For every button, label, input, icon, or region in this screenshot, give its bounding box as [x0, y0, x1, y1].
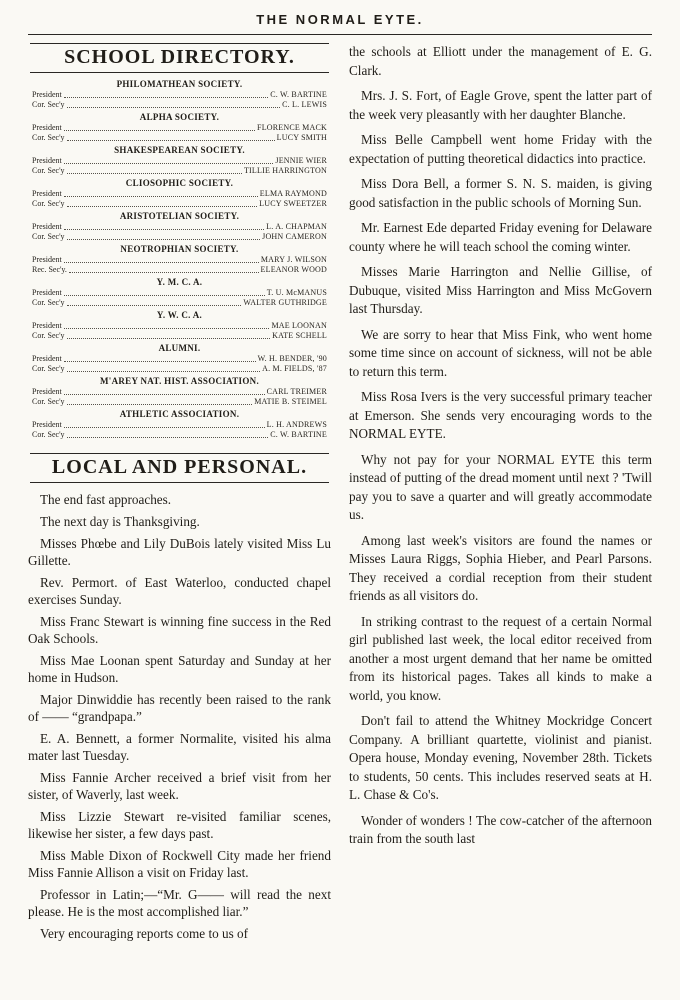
officer-name: WALTER GUTHRIDGE — [243, 298, 327, 307]
dot-leader — [69, 272, 259, 273]
officer-name: KATE SCHELL — [272, 331, 327, 340]
dot-leader — [64, 163, 274, 164]
officer-name: JENNIE WIER — [275, 156, 327, 165]
officer-role: President — [32, 189, 62, 198]
left-column — [28, 43, 331, 947]
officer-name: MARY J. WILSON — [260, 255, 327, 264]
dot-leader — [64, 427, 265, 428]
directory-row — [32, 397, 327, 407]
directory-row — [32, 100, 327, 110]
officer-name: FLORENCE MACK — [257, 123, 327, 132]
dot-leader — [67, 404, 253, 405]
officer-role: Cor. Sec'y — [32, 331, 65, 340]
news-paragraph: the schools at Elliott under the management of E. G. Clark. — [349, 44, 652, 78]
officer-role: President — [32, 255, 62, 264]
officer-name: T. U. McMANUS — [266, 288, 327, 297]
officer-name: CARL TREIMER — [266, 387, 327, 396]
news-paragraph: In striking contrast to the request of a certain Normal girl published last week, the local editor received from another a most urgent demand that her name be omitted from its historical pages. Takes all kinds to make a world, you know. — [349, 613, 652, 703]
directory-row — [32, 265, 327, 275]
officer-role: Cor. Sec'y — [32, 397, 65, 406]
directory-row — [32, 331, 327, 341]
society-name: PHILOMATHEAN SOCIETY. — [116, 79, 243, 89]
directory-row — [32, 244, 327, 255]
officer-role: President — [32, 354, 62, 363]
directory-list — [28, 73, 331, 446]
officer-name: ELEANOR WOOD — [260, 265, 327, 274]
officer-name: TILLIE HARRINGTON — [243, 166, 327, 175]
society-name: M'AREY NAT. HIST. ASSOCIATION. — [99, 376, 260, 386]
news-paragraph: Mrs. J. S. Fort, of Eagle Grove, spent the latter part of the week very pleasantly with her daughter Blanche. — [349, 88, 652, 122]
news-paragraph: Misses Marie Harrington and Nellie Gillise, of Dubuque, visited Miss Harrington and Miss McGovern last Thursday. — [349, 264, 652, 316]
society-name: NEOTROPHIAN SOCIETY. — [120, 244, 239, 254]
directory-row — [32, 156, 327, 166]
dot-leader — [64, 130, 255, 131]
officer-name: C. L. LEWIS — [282, 100, 327, 109]
news-paragraph: Professor in Latin;—“Mr. G—— will read the next please. He is the most accomplished liar.” — [28, 887, 331, 919]
officer-name: L. H. ANDREWS — [266, 420, 327, 429]
dot-leader — [67, 173, 242, 174]
society-name: CLIOSOPHIC SOCIETY. — [125, 178, 234, 188]
news-paragraph: Very encouraging reports come to us of — [40, 926, 249, 941]
dot-leader — [64, 361, 256, 362]
news-paragraph: Miss Rosa Ivers is the very successful primary teacher at Emerson. She sends very encouraging words to the NORMAL EYTE. — [349, 389, 652, 441]
directory-row — [32, 166, 327, 176]
officer-name: LUCY SMITH — [276, 133, 327, 142]
right-column — [349, 43, 652, 947]
officer-role: President — [32, 156, 62, 165]
officer-name: LUCY SWEETZER — [259, 199, 327, 208]
directory-row — [32, 376, 327, 387]
officer-name: JOHN CAMERON — [262, 232, 327, 241]
dot-leader — [67, 206, 258, 207]
directory-row — [32, 199, 327, 209]
dot-leader — [64, 229, 264, 230]
officer-role: President — [32, 387, 62, 396]
officer-name: MATIE B. STEIMEL — [254, 397, 327, 406]
dot-leader — [67, 140, 275, 141]
two-column-body — [28, 43, 652, 947]
directory-row — [32, 321, 327, 331]
officer-role: Cor. Sec'y — [32, 133, 65, 142]
news-paragraph: Miss Fannie Archer received a brief visit from her sister, of Waverly, last week. — [28, 770, 331, 802]
local-and-personal-title: LOCAL AND PERSONAL. — [30, 453, 329, 483]
news-paragraph: Miss Dora Bell, a former S. N. S. maiden, is giving good satisfaction in the public schools of Morning Sun. — [349, 176, 652, 210]
dot-leader — [67, 239, 261, 240]
officer-role: President — [32, 288, 62, 297]
dot-leader — [67, 437, 269, 438]
news-paragraph: Major Dinwiddie has recently been raised to the rank of —— “grandpapa.” — [28, 692, 331, 724]
officer-role: President — [32, 321, 62, 330]
officer-name: C. W. BARTINE — [270, 90, 327, 99]
officer-name: W. H. BENDER, '90 — [257, 354, 327, 363]
dot-leader — [64, 196, 258, 197]
officer-role: President — [32, 90, 62, 99]
news-paragraph: Miss Mable Dixon of Rockwell City made her friend Miss Fannie Allison a visit on Friday last. — [28, 848, 331, 880]
directory-row — [32, 255, 327, 265]
officer-role: President — [32, 123, 62, 132]
officer-role: Cor. Sec'y — [32, 232, 65, 241]
society-name: Y. M. C. A. — [156, 277, 203, 287]
directory-row — [32, 189, 327, 199]
school-directory-section — [28, 43, 331, 446]
directory-row — [32, 90, 327, 100]
officer-name: A. M. FIELDS, '87 — [262, 364, 327, 373]
officer-role: President — [32, 420, 62, 429]
left-paragraphs — [28, 491, 331, 942]
news-paragraph: Mr. Earnest Ede departed Friday evening for Delaware county where he will teach school the coming winter. — [349, 220, 652, 254]
directory-row — [32, 211, 327, 222]
news-paragraph: The end fast approaches. — [40, 492, 172, 507]
news-paragraph: Why not pay for your NORMAL EYTE this term instead of putting of the dread moment until next ? 'Twill pay you to save a quarter and will greatly accommodate us. — [349, 451, 652, 522]
officer-name: ELMA RAYMOND — [259, 189, 327, 198]
directory-row — [32, 232, 327, 242]
dot-leader — [67, 107, 281, 108]
school-directory-title: SCHOOL DIRECTORY. — [30, 43, 329, 73]
officer-name: L. A. CHAPMAN — [266, 222, 327, 231]
directory-row — [32, 420, 327, 430]
dot-leader — [64, 328, 270, 329]
directory-row — [32, 387, 327, 397]
officer-role: Cor. Sec'y — [32, 166, 65, 175]
directory-row — [32, 222, 327, 232]
news-paragraph: Among last week's visitors are found the names or Misses Laura Riggs, Sophia Hieber, and Pearl Parsons. They received a cordial reception from their student friends as all visitors do. — [349, 532, 652, 603]
directory-row — [32, 364, 327, 374]
masthead-rule — [28, 34, 652, 35]
dot-leader — [64, 262, 259, 263]
society-name: ATHLETIC ASSOCIATION. — [119, 409, 240, 419]
directory-row — [32, 133, 327, 143]
masthead-title: THE NORMAL EYTE. — [256, 12, 424, 27]
officer-role: Cor. Sec'y — [32, 199, 65, 208]
dot-leader — [67, 305, 242, 306]
news-paragraph: Wonder of wonders ! The cow-catcher of the afternoon train from the south last — [349, 812, 652, 846]
news-paragraph: Miss Franc Stewart is winning fine success in the Red Oak Schools. — [28, 614, 331, 646]
news-paragraph: Don't fail to attend the Whitney Mockridge Concert Company. A brilliant quartette, violinist and pianist. Opera house, Monday evening, November 28th. Tickets to students, 50 cents. This includes reserved seats at H. L. Chase & Co's. — [349, 713, 652, 802]
news-paragraph: We are sorry to hear that Miss Fink, who went home some time since on account of sickness, will not be able to return this term. — [349, 326, 652, 379]
directory-row — [32, 178, 327, 189]
directory-row — [32, 298, 327, 308]
directory-row — [32, 79, 327, 90]
directory-row — [32, 354, 327, 364]
officer-role: Rec. Sec'y. — [32, 265, 67, 274]
society-name: ALUMNI. — [158, 343, 201, 353]
directory-row — [32, 112, 327, 123]
dot-leader — [67, 338, 271, 339]
directory-row — [32, 430, 327, 440]
news-paragraph: Rev. Permort. of East Waterloo, conducted chapel exercises Sunday. — [28, 575, 331, 607]
dot-leader — [64, 97, 268, 98]
officer-name: MAE LOONAN — [271, 321, 327, 330]
officer-role: President — [32, 222, 62, 231]
news-paragraph: Misses Phœbe and Lily DuBois lately visited Miss Lu Gillette. — [28, 536, 331, 568]
society-name: ALPHA SOCIETY. — [139, 112, 220, 122]
news-paragraph: Miss Lizzie Stewart re-visited familiar scenes, likewise her sister, a few days past. — [28, 809, 331, 841]
directory-row — [32, 409, 327, 420]
dot-leader — [67, 371, 261, 372]
officer-role: Cor. Sec'y — [32, 364, 65, 373]
news-paragraph: Miss Belle Campbell went home Friday with the expectation of putting theoretical didactics into practice. — [349, 132, 652, 166]
society-name: Y. W. C. A. — [156, 310, 203, 320]
masthead — [28, 12, 652, 27]
dot-leader — [64, 394, 265, 395]
news-paragraph: E. A. Bennett, a former Normalite, visited his alma mater last Tuesday. — [28, 731, 331, 763]
society-name: ARISTOTELIAN SOCIETY. — [119, 211, 240, 221]
directory-row — [32, 310, 327, 321]
directory-row — [32, 145, 327, 156]
dot-leader — [64, 295, 265, 296]
news-paragraph: Miss Mae Loonan spent Saturday and Sunday at her home in Hudson. — [28, 653, 331, 685]
news-paragraph: The next day is Thanksgiving. — [40, 514, 200, 529]
directory-row — [32, 288, 327, 298]
officer-role: Cor. Sec'y — [32, 298, 65, 307]
directory-row — [32, 277, 327, 288]
directory-row — [32, 343, 327, 354]
directory-row — [32, 123, 327, 133]
officer-name: C. W. BARTINE — [270, 430, 327, 439]
officer-role: Cor. Sec'y — [32, 100, 65, 109]
officer-role: Cor. Sec'y — [32, 430, 65, 439]
right-paragraphs — [349, 43, 652, 849]
society-name: SHAKESPEAREAN SOCIETY. — [114, 145, 245, 155]
